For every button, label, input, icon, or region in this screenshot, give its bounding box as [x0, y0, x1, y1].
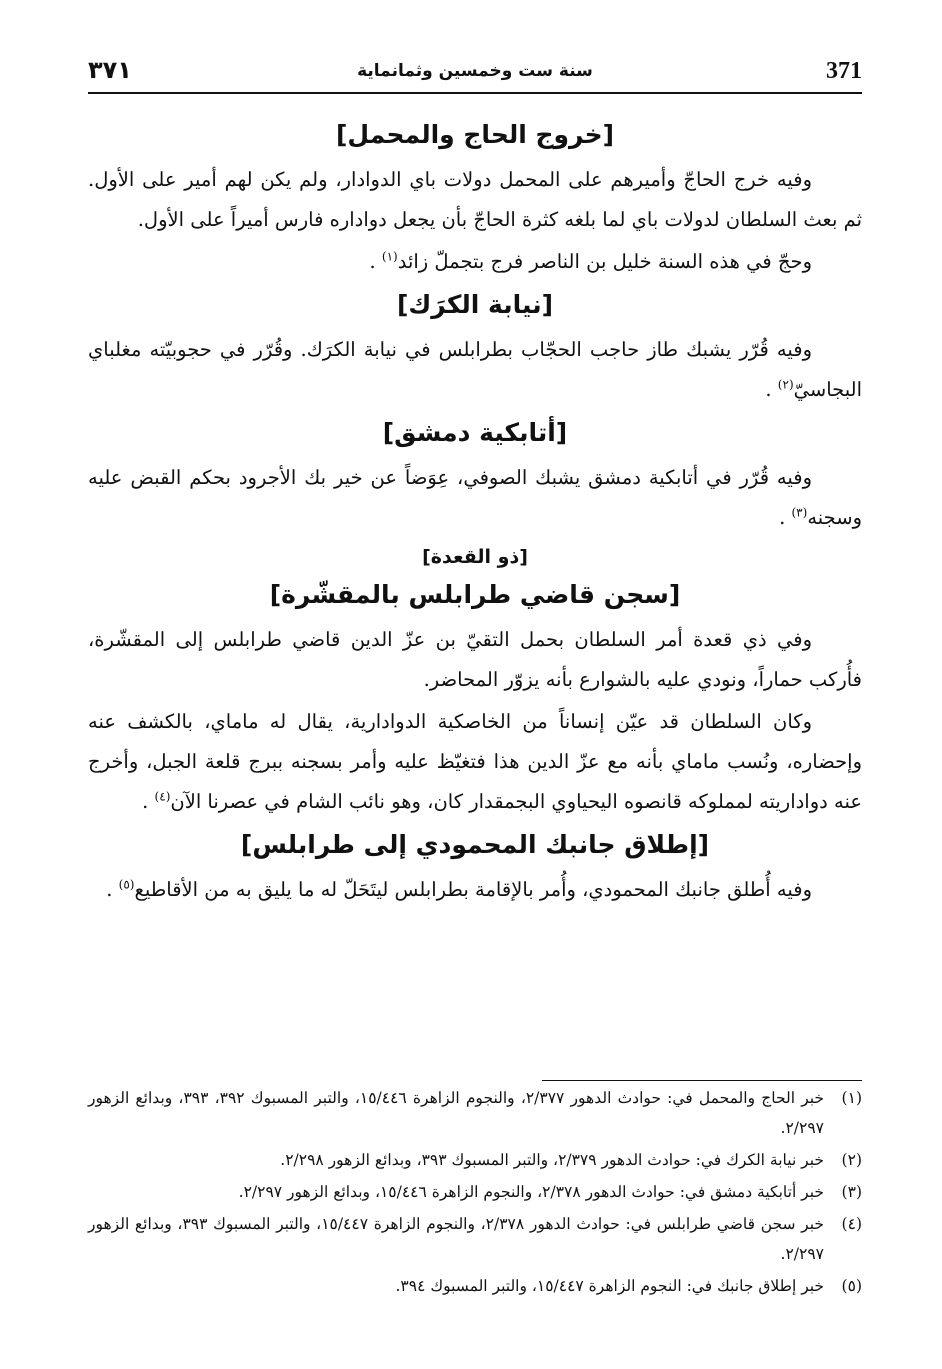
- paragraph-text: وفيه قُرّر في أتابكية دمشق يشبك الصوفي، عِوَضاً عن خير بك الأجرود بحكم القبض عليه وسجنه: [88, 466, 862, 529]
- page-number-arabic: ٣٧١: [88, 56, 132, 84]
- footnote-ref: (٣): [791, 505, 808, 520]
- footnote-number: (٤): [841, 1215, 862, 1233]
- footnote: [88, 1083, 862, 1143]
- paragraph-text: وفيه أُطلق جانبك المحمودي، وأُمر بالإقامة بطرابلس ليتَحَلّ له ما يليق به من الأقاطيع: [134, 878, 812, 901]
- footnote: [88, 1145, 862, 1175]
- running-title: سنة ست وخمسين وثمانماية: [357, 61, 593, 81]
- paragraph: وفيه أُطلق جانبك المحمودي، وأُمر بالإقامة بطرابلس ليتَحَلّ له ما يليق به من الأقاطيع$^{(٥)}$ .: [106, 877, 812, 901]
- footnote-rule: [542, 1080, 862, 1081]
- footnote-ref: (٢): [777, 377, 794, 392]
- section-heading: [سجن قاضي طرابلس بالمقشّرة]: [269, 580, 681, 609]
- paragraph-text: وفيه خرج الحاجّ وأميرهم على المحمل دولات باي الدوادار، ولم يكن لهم أمير على الأول. ثم بعث السلطان لدولات باي لما بلغه كثرة الحاجّ بأن يجعل دواداره فارس أميراً على الأول.: [88, 168, 862, 231]
- paragraph-text: وحجّ في هذه السنة خليل بن الناصر فرج بتجملّ زائد: [397, 250, 812, 273]
- footnote: [88, 1209, 862, 1269]
- footnote-text: خبر الحاج والمحمل في: حوادث الدهور ٢/٣٧٧، والنجوم الزاهرة ١٥/٤٤٦، والتبر المسبوك ٣٩٢، ٣٩٣، وبدائع الزهور ٢/٢٩٧.: [88, 1089, 825, 1137]
- page-header: [88, 56, 862, 94]
- footnote-ref: (١): [381, 249, 398, 264]
- footnote-number: (١): [841, 1089, 862, 1107]
- footnote-ref: (٤): [154, 789, 171, 804]
- paragraph: [88, 160, 862, 240]
- main-text: [88, 112, 862, 912]
- paragraph: وحجّ في هذه السنة خليل بن الناصر فرج بتجملّ زائد$^{(١)}$ .: [369, 249, 812, 273]
- section-heading: [خروج الحاج والمحمل]: [335, 120, 615, 149]
- page-number-latin: 371: [826, 58, 862, 84]
- footnote-number: (٥): [841, 1277, 862, 1295]
- footnote-text: خبر نيابة الكرك في: حوادث الدهور ٢/٣٧٩، والتبر المسبوك ٣٩٣، وبدائع الزهور ٢/٢٩٨.: [280, 1151, 824, 1169]
- footnote-text: خبر سجن قاضي طرابلس في: حوادث الدهور ٢/٣٧٨، والنجوم الزاهرة ١٥/٤٤٧، والتبر المسبوك ٣٩٣، وبدائع الزهور ٢/٢٩٧.: [88, 1215, 824, 1263]
- footnote-text: خبر أتابكية دمشق في: حوادث الدهور ٢/٣٧٨، والنجوم الزاهرة ١٥/٤٤٦، وبدائع الزهور ٢/٢٩٧.: [238, 1183, 824, 1201]
- footnote: [88, 1271, 862, 1301]
- footnote: [88, 1177, 862, 1207]
- section-heading: [نيابة الكرَك]: [396, 290, 554, 319]
- paragraph-text: وكان السلطان قد عيّن إنساناً من الخاصكية الدوادارية، يقال له ماماي، بالكشف عنه وإحضاره، ونُسب ماماي بأنه مع عزّ الدين هذا فتغيّظ عليه وأمر بسجنه ببرج قلعة الجبل، وأخرج عنه دواداريته لمملوكه قانصوه اليحياوي البجمقدار كان، وهو نائب الشام في عصرنا الآن: [88, 710, 862, 813]
- month-heading: [ذو القعدة]: [422, 546, 528, 568]
- footnote-number: (٢): [841, 1151, 862, 1169]
- section-heading: [إطلاق جانبك المحمودي إلى طرابلس]: [240, 830, 710, 859]
- footnote-text: خبر إطلاق جانبك في: النجوم الزاهرة ١٥/٤٤٧، والتبر المسبوك ٣٩٤.: [395, 1277, 824, 1295]
- paragraph-text: وفيه قُرّر يشبك طاز حاجب الحجّاب بطرابلس في نيابة الكرَك. وقُرّر في حجوبيّته مغلباي البجاسيّ: [88, 338, 862, 401]
- section-heading: [أتابكية دمشق]: [382, 418, 568, 447]
- footnote-number: (٣): [841, 1183, 862, 1201]
- paragraph: [88, 620, 862, 700]
- paragraph-text: وفي ذي قعدة أمر السلطان بحمل التقيّ بن عزّ الدين قاضي طرابلس إلى المقشّرة، فأُركب حماراً، ونودي عليه بالشوارع بأنه يزوّر المحاضر.: [88, 628, 862, 691]
- paragraph: وفيه قُرّر في أتابكية دمشق يشبك الصوفي، عِوَضاً عن خير بك الأجرود بحكم القبض عليه وسجنه$^{(٣)}$ .: [88, 466, 862, 529]
- footnote-ref: (٥): [118, 877, 135, 892]
- paragraph: وكان السلطان قد عيّن إنساناً من الخاصكية الدوادارية، يقال له ماماي، بالكشف عنه وإحضاره، ونُسب ماماي بأنه مع عزّ الدين هذا فتغيّظ عليه وأمر بسجنه ببرج قلعة الجبل، وأخرج عنه دواداريته لمملوكه قانصوه اليحياوي البجمقدار كان، وهو نائب الشام في عصرنا الآن$^{(٤)}$ .: [88, 710, 862, 813]
- footnotes: [88, 1080, 862, 1301]
- paragraph: وفيه قُرّر يشبك طاز حاجب الحجّاب بطرابلس في نيابة الكرَك. وقُرّر في حجوبيّته مغلباي البجاسيّ$^{(٢)}$ .: [88, 338, 862, 401]
